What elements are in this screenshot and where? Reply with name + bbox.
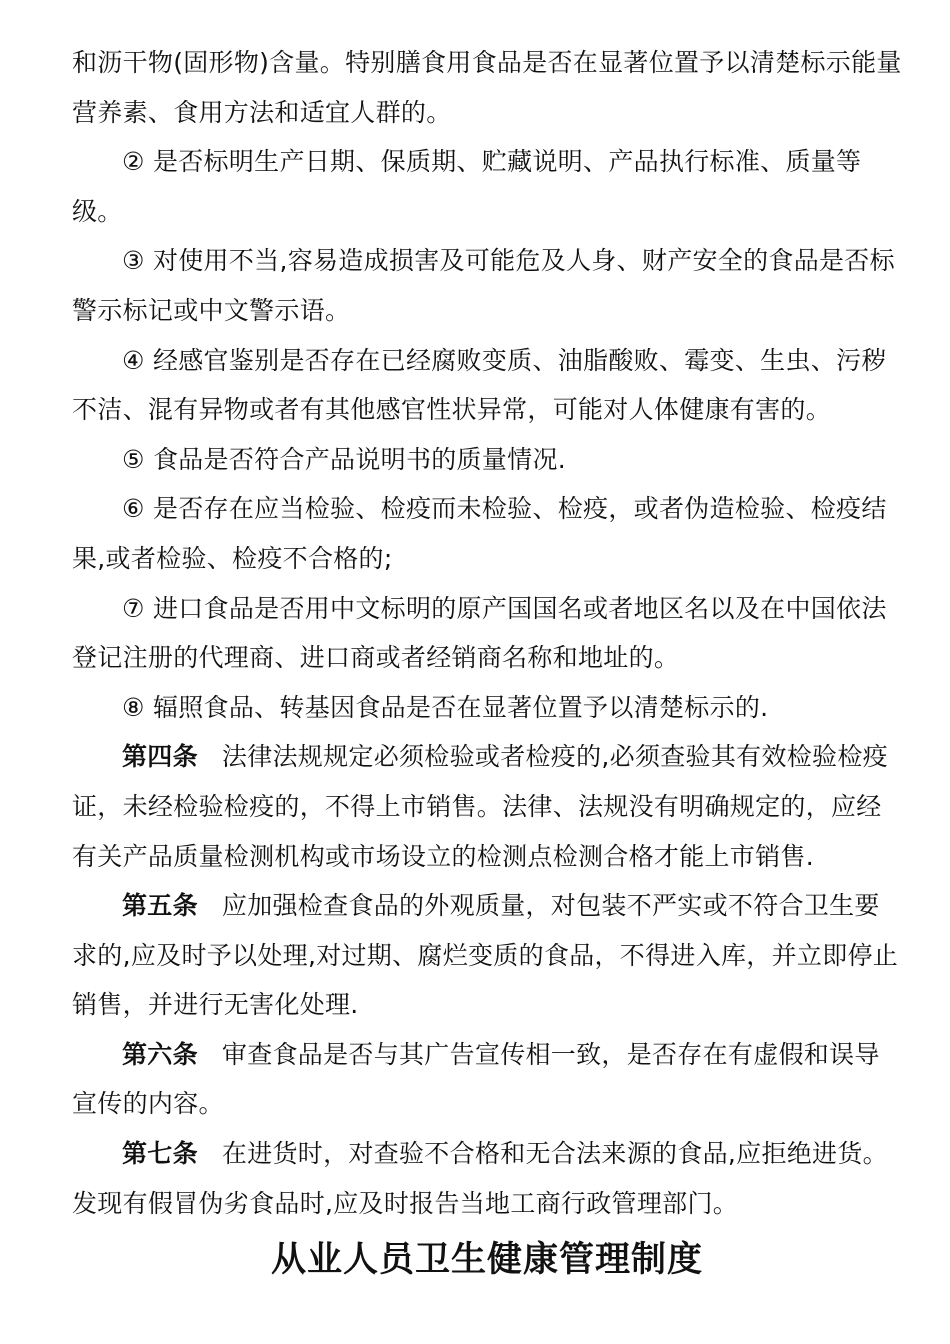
article-text: 审查食品是否与其广告宣传相一致，是否存在有虚假和误导宣传的内容。 xyxy=(72,1039,880,1119)
body-paragraph: ② 是否标明生产日期、保质期、贮藏说明、产品执行标准、质量等级。 xyxy=(72,147,862,226)
section-title: 从业人员卫生健康管理制度 xyxy=(270,1240,703,1281)
body-paragraph: ⑦ 进口食品是否用中文标明的原产国国名或者地区名以及在中国依法登记注册的代理商、进口商或者经销商名称和地址的。 xyxy=(72,593,887,673)
body-paragraph: ④ 经感官鉴别是否存在已经腐败变质、油脂酸败、霉变、生虫、污秽不洁、混有异物或者有其他感官性状异常，可能对人体健康有害的。 xyxy=(72,345,887,425)
article-paragraph xyxy=(72,881,902,1030)
article-text: 应加强检查食品的外观质量，对包装不严实或不符合卫生要求的,应及时予以处理,对过期、腐烂变质的食品，不得进入库，并立即停止销售，并进行无害化处理. xyxy=(72,891,899,1020)
document-page xyxy=(72,38,902,1290)
article-paragraph xyxy=(72,1129,902,1228)
body-paragraph: ⑥ 是否存在应当检验、检疫而未检验、检疫，或者伪造检验、检疫结果,或者检验、检疫不合格的; xyxy=(72,494,887,573)
article-text: 在进货时，对查验不合格和无合法来源的食品,应拒绝进货。发现有假冒伪劣食品时,应及时报告当地工商行政管理部门。 xyxy=(72,1139,888,1218)
article-number: 第六条 xyxy=(122,1039,198,1069)
article-number: 第五条 xyxy=(122,891,198,921)
body-paragraph: ⑧ 辐照食品、转基因食品是否在显著位置予以清楚标示的. xyxy=(122,692,769,722)
article-paragraph xyxy=(72,732,902,881)
article-text: 法律法规规定必须检验或者检疫的,必须查验其有效检验检疫证，未经检验检疫的，不得上市销售。法律、法规没有明确规定的，应经有关产品质量检测机构或市场设立的检测点检测合格才能上市销售. xyxy=(72,742,888,871)
body-paragraph: ⑤ 食品是否符合产品说明书的质量情况. xyxy=(122,444,567,474)
article-paragraph xyxy=(72,1030,902,1129)
body-paragraph: 和沥干物(固形物)含量。特别膳食用食品是否在显著位置予以清楚标示能量营养素、食用方法和适宜人群的。 xyxy=(72,48,902,127)
document-body xyxy=(72,38,902,1228)
article-number: 第七条 xyxy=(122,1139,198,1169)
body-paragraph: ③ 对使用不当,容易造成损害及可能危及人身、财产安全的食品是否标警示标记或中文警示语。 xyxy=(72,246,895,325)
article-number: 第四条 xyxy=(122,742,198,772)
